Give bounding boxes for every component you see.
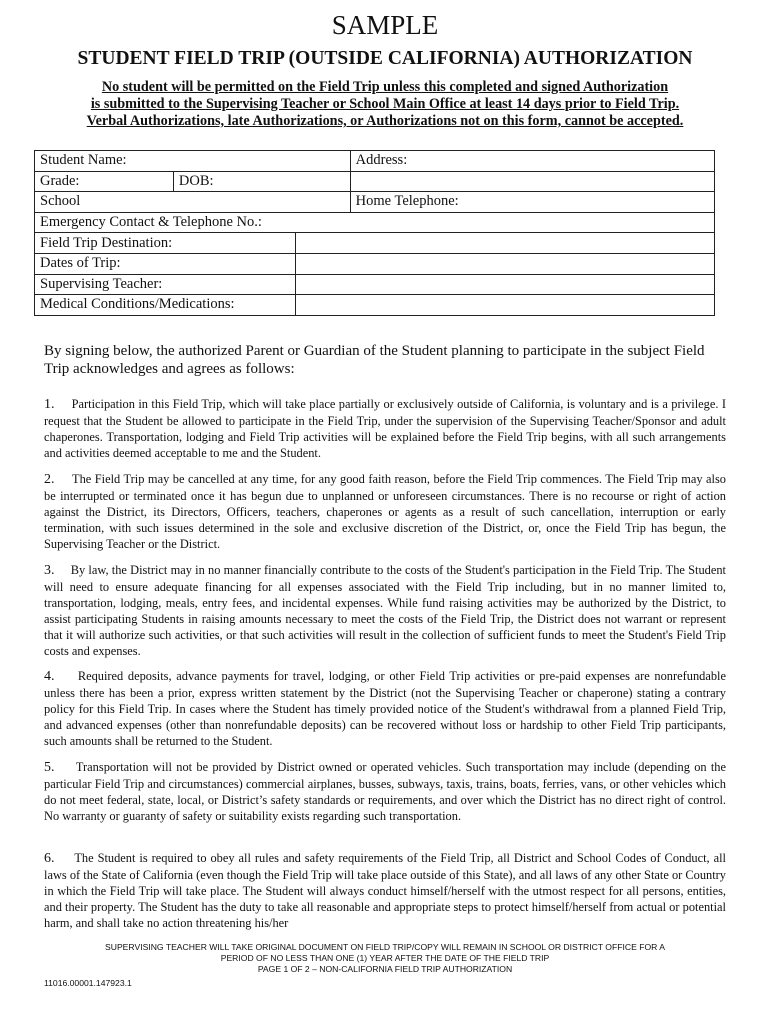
clause-2 (44, 471, 726, 552)
clause-number: 6. (44, 851, 55, 866)
grade-field[interactable]: Grade: (35, 171, 174, 192)
footer-line: PERIOD OF NO LESS THAN ONE (1) YEAR AFTER THE DATE OF THE FIELD TRIP (220, 953, 550, 963)
home-telephone-field[interactable]: Home Telephone: (350, 192, 714, 213)
clause-number: 1. (44, 397, 55, 412)
document-id: 11016.00001.147923.1 (44, 978, 132, 988)
address-field[interactable]: Address: (350, 151, 714, 172)
clause-5 (44, 759, 726, 824)
clause-6 (44, 850, 726, 931)
clause-text: The Field Trip may be cancelled at any time, for any good faith reason, before the Field Trip commences. The Field Trip may also be interrupted or terminated once it has begun due to unplanned or unforeseen circumstances. There is no recourse or right of action against the District, its Directors, Officers, teachers, chaperones or agents as a result of such cancellation, interruption or early termination, with such issues determined in the sole and exclusive discretion of the District, or, once the Field Trip has begun, the Supervising Teacher or the District. (44, 472, 726, 551)
page-number: PAGE 1 OF 2 – NON-CALIFORNIA FIELD TRIP AUTHORIZATION (257, 964, 513, 974)
clause-number: 5. (44, 760, 55, 775)
dates-label: Dates of Trip: (35, 253, 296, 274)
footer-line: SUPERVISING TEACHER WILL TAKE ORIGINAL DOCUMENT ON FIELD TRIP/COPY WILL REMAIN IN SCHOOL OR DISTRICT OFFICE FOR A (105, 942, 665, 952)
school-field[interactable]: School (35, 192, 351, 213)
clause-text: Transportation will not be provided by District owned or operated vehicles. Such transportation may include (depending on the particular Field Trip and circumstances) commercial airplanes, busses, subways, taxis, trains, boats, ferries, vans, or other vehicles which do not meet federal, state, local, or District’s safety standards or requirements, and over which the District has no direct right of control. No warranty or guaranty of safety or suitability exists regarding such transportation. (44, 760, 726, 823)
document-title: STUDENT FIELD TRIP (OUTSIDE CALIFORNIA) AUTHORIZATION (77, 48, 693, 69)
clause-text: Participation in this Field Trip, which will take place partially or exclusively outside of California, is voluntary and is a privilege. I request that the Student be allowed to participate in the Field Trip, under the supervision of the Supervising Teacher/Sponsor and adult chaperones. Transportation, lodging and Field Trip activities will be explained before the Field Trip begins, with all such arrangements and activities deemed acceptable to me and the Student. (44, 397, 726, 460)
clause-text: The Student is required to obey all rules and safety requirements of the Field Trip, all District and School Codes of Conduct, all laws of the State of California (even though the Field Trip will take place outside of this State), and all laws of any other State or Country in which the Field Trip will take place. The Student will always conduct himself/herself with the utmost respect for all persons, entities, and their property. The Student has the duty to take all reasonable and appropriate steps to protect himself/herself from actual or potential harm, and shall take no action threatening his/her (44, 851, 726, 930)
clause-text: By law, the District may in no manner financially contribute to the costs of the Student's participation in the Field Trip. The Student will need to ensure adequate financing for all expenses associated with the Field Trip including, but in no manner limited to, transportation, lodging, meals, entry fees, and incidental expenses. While fund raising activities may be authorized by the District, to assist participating Students in raising amounts necessary to meet the costs of the Field Trip, the District does not warrant or represent that it will authorize such activities, or that such activities will result in the collection of sufficient funds to meet the Student's Field Trip costs and expenses. (44, 563, 726, 658)
table-row (35, 171, 715, 192)
destination-label: Field Trip Destination: (35, 233, 296, 254)
sample-watermark-heading: SAMPLE (331, 10, 439, 40)
medical-label: Medical Conditions/Medications: (35, 295, 296, 316)
clause-number: 2. (44, 472, 55, 487)
table-row (35, 295, 715, 316)
supervising-teacher-label: Supervising Teacher: (35, 274, 296, 295)
intro-paragraph: By signing below, the authorized Parent or Guardian of the Student planning to participate in the subject Field Trip acknowledges and agrees as follows: (44, 343, 705, 377)
clause-text: Required deposits, advance payments for travel, lodging, or other Field Trip activities or pre-paid expenses are nonrefundable unless there has been a prior, express written statement by the District (not the Supervising Teacher or chaperone) stating a contrary policy for this Field Trip. In cases where the Student has timely provided notice of the Student's withdrawal from a planned Field Trip, and advanced expenses (other than nonrefundable deposits) can be recovered without loss or hardship to other Field Trip participants, such amounts shall be returned to the Student. (44, 669, 726, 748)
clause-1 (44, 396, 726, 461)
warning-line: Verbal Authorizations, late Authorizations, or Authorizations not on this form, cannot be accepted. (86, 113, 684, 129)
clause-3 (44, 562, 726, 659)
student-name-field[interactable]: Student Name: (35, 151, 351, 172)
table-row (35, 233, 715, 254)
submission-warning (0, 79, 770, 130)
dob-field[interactable]: DOB: (173, 171, 350, 192)
dates-field[interactable] (295, 253, 714, 274)
warning-line: is submitted to the Supervising Teacher or School Main Office at least 14 days prior to Field Trip. (90, 96, 680, 112)
emergency-contact-field[interactable]: Emergency Contact & Telephone No.: (35, 212, 715, 233)
warning-line: No student will be permitted on the Field Trip unless this completed and signed Authorization (101, 79, 669, 95)
clause-number: 3. (44, 563, 55, 578)
student-info-table (34, 150, 715, 316)
table-row (35, 192, 715, 213)
table-row (35, 274, 715, 295)
table-row (35, 253, 715, 274)
table-row (35, 212, 715, 233)
clause-number: 4. (44, 669, 55, 684)
destination-field[interactable] (295, 233, 714, 254)
address-continued-field[interactable] (350, 171, 714, 192)
table-row (35, 151, 715, 172)
retention-footer (0, 942, 770, 975)
supervising-teacher-field[interactable] (295, 274, 714, 295)
clause-4 (44, 668, 726, 749)
medical-field[interactable] (295, 295, 714, 316)
